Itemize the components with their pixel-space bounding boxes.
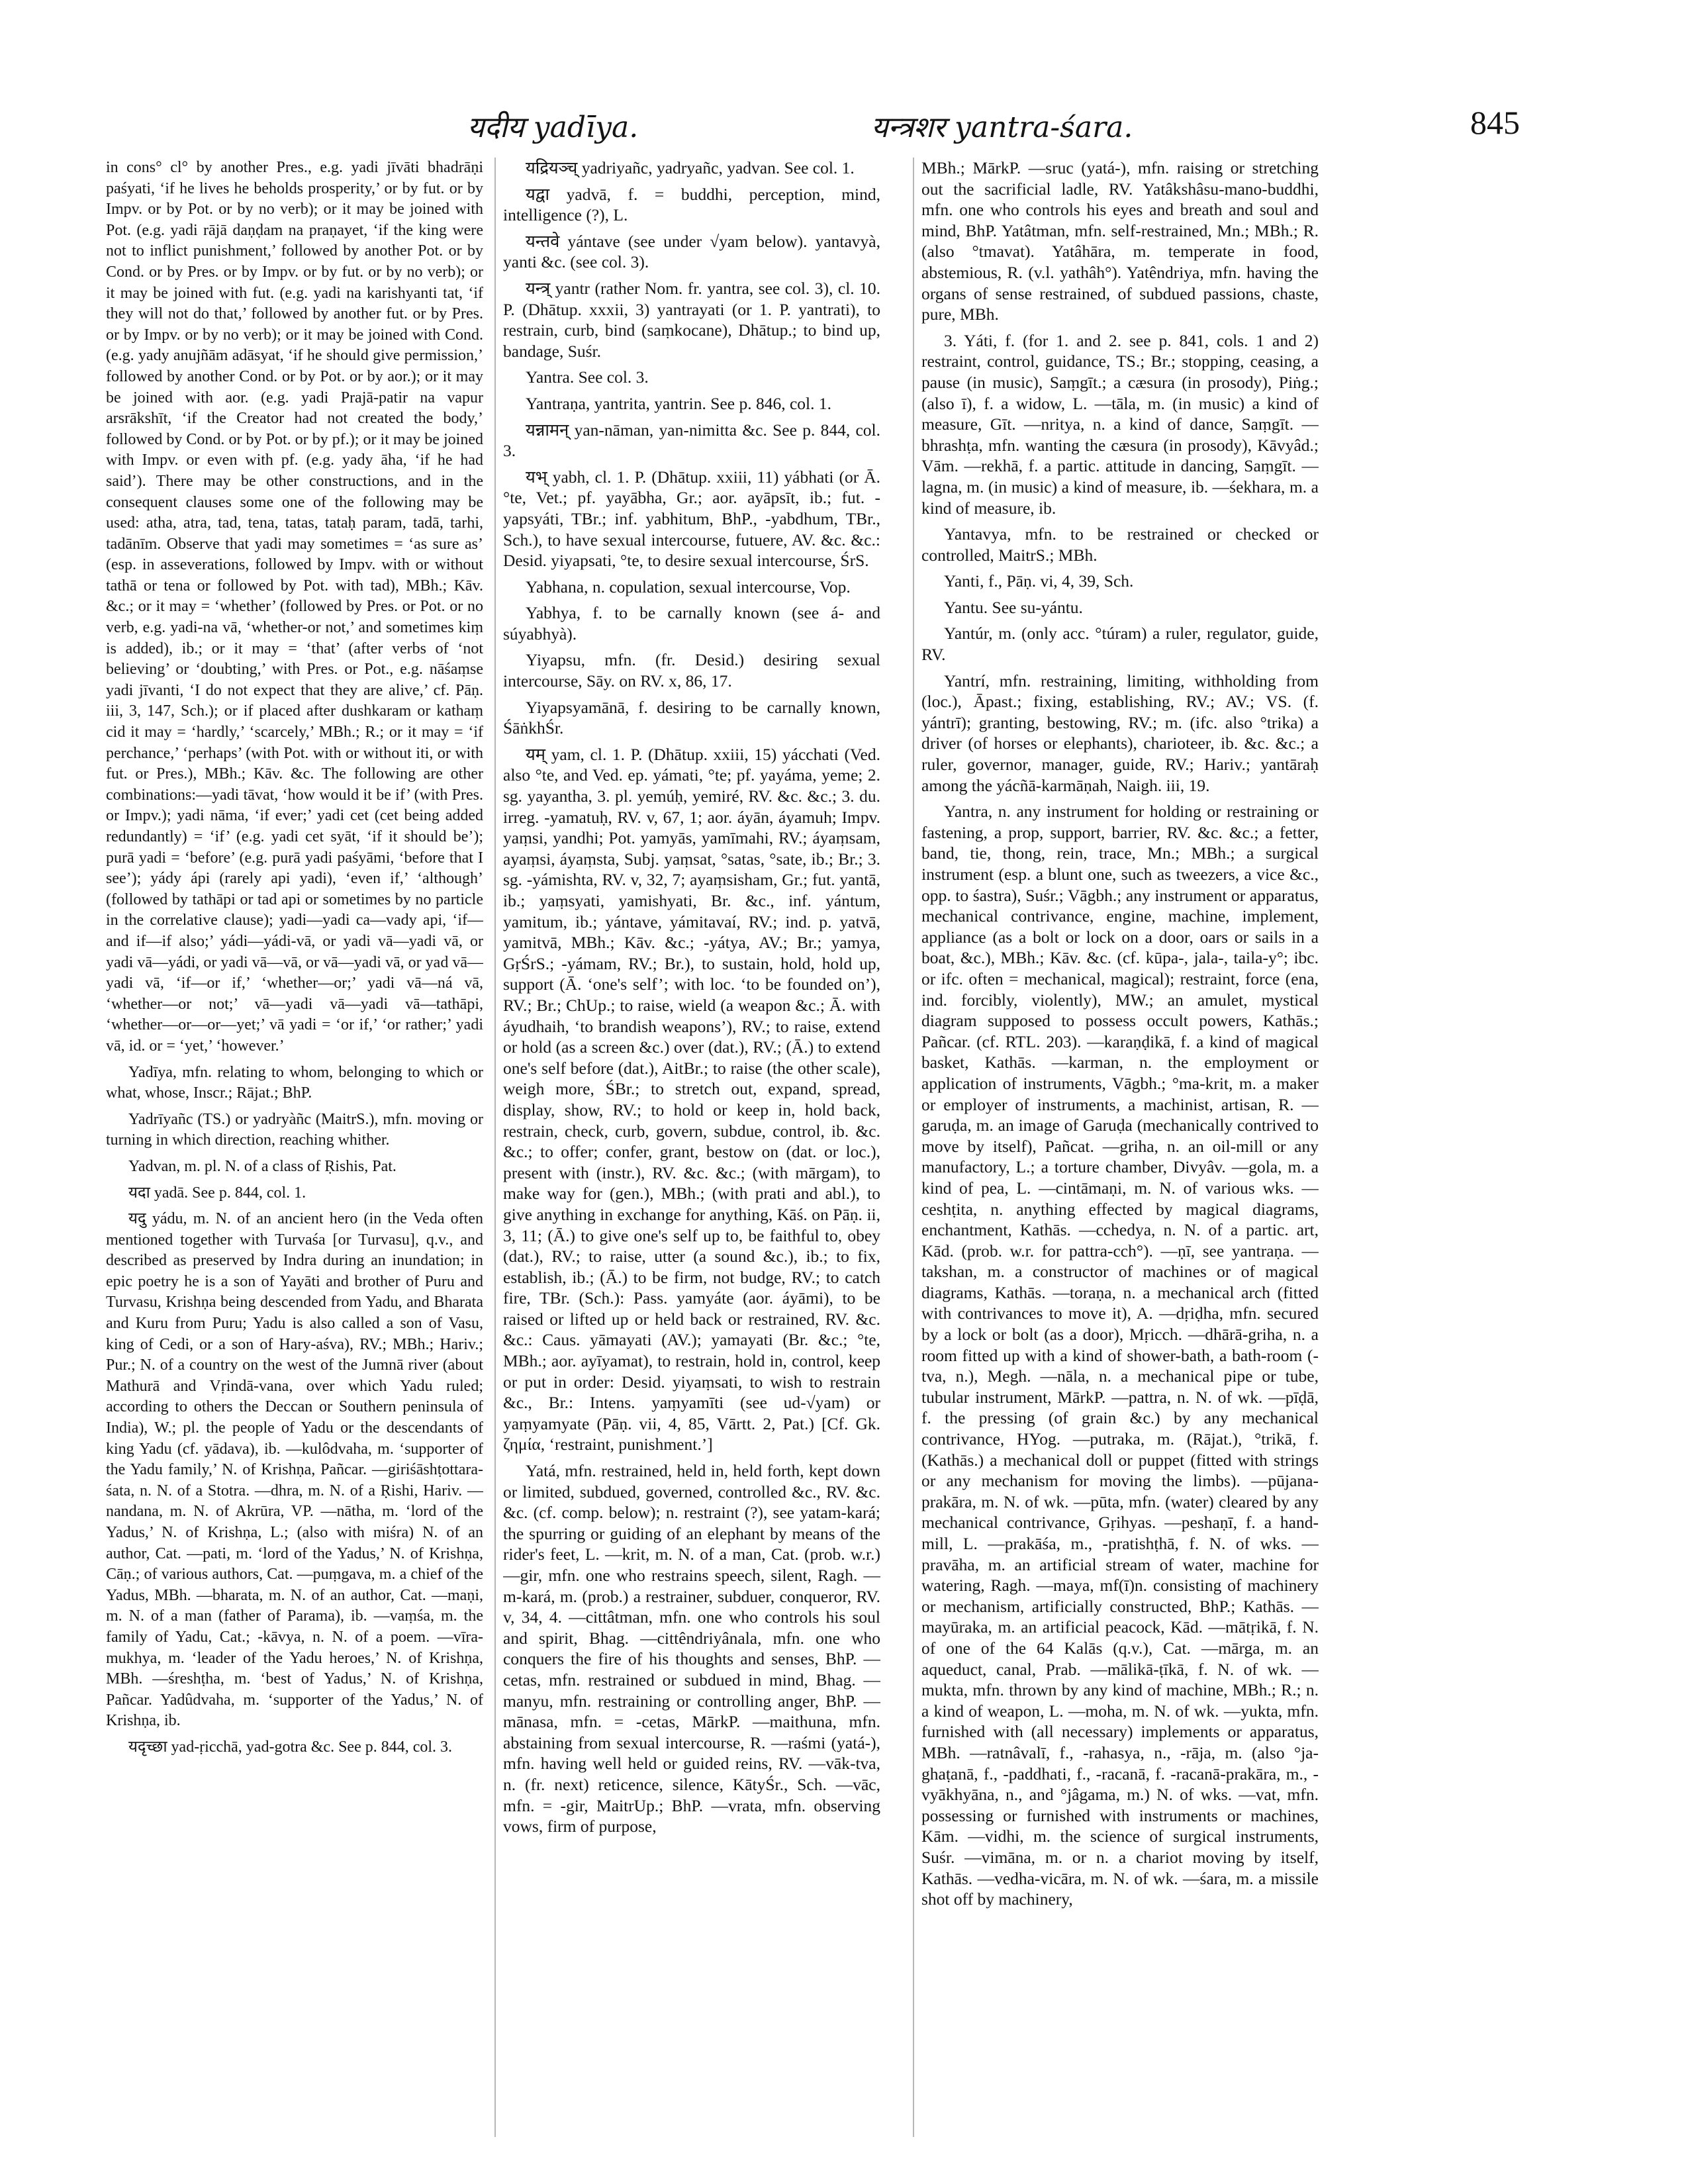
entry-text: Yadīya, mfn. relating to whom, belonging to which or what, whose, Inscr.; Rājat.; BhP. [106,1063,483,1102]
entry-text: Yantra. See col. 3. [526,367,649,387]
entry-text: यभ् yabh, cl. 1. P. (Dhātup. xxiii, 11) yábhati (or Ā. °te, Vet.; pf. yayābha, Gr.; aor. ayāpsīt, ib.; fut. -yapsyáti, TBr.; inf. yabhitum, BhP., -yabdhum, TBr., Sch.), to have sexual intercourse, futuere, AV. &c. &c.: Desid. yiyapsati, °te, to desire sexual intercourse, ŚrS. [503,467,880,571]
entry-text: यन्तवे yántave (see under √yam below). yantavyà, yanti &c. (see col. 3). [503,231,880,272]
entry-text: Yantrí, mfn. restraining, limiting, withholding from (loc.), Āpast.; fixing, establishing, RV.; AV.; VS. (f. yántrī); granting, bestowing, RV.; m. (ifc. also °trika) a driver (of horses or elephants), charioteer, ib. &c. &c.; a ruler, governor, manager, guide, RV.; Hariv.; yantāraḥ among the yácñā-karmāṇah, Naigh. iii, 19. [921,671,1319,795]
entry-text: यदा yadā. See p. 844, col. 1. [128,1184,306,1202]
entry-text: 3. Yáti, f. (for 1. and 2. see p. 841, cols. 1 and 2) restraint, control, guidance, TS.; Br.; stopping, ceasing, a pause (in music), Saṃgīt.; a cæsura (in prosody), Piṅg.; (also ī), f. a widow, L. —tāla, m. (in music) a kind of measure, Gīt. —nritya, n. a kind of dance, Saṃgīt. —bhrashṭa, mfn. wanting the cæsura (in prosody), Kāvyâd.; Vām. —rekhā, f. a partic. attitude in dancing, Saṃgīt. —lagna, m. (in music) a kind of measure, ib. —śekhara, m. a kind of measure, ib. [921,330,1319,518]
page-number: 845 [1470,104,1520,141]
entry-text: यदृच्छा yad-ṛicchā, yad-gotra &c. See p. 844, col. 3. [128,1738,453,1756]
entry-text: Yabhana, n. copulation, sexual intercourse, Vop. [526,577,851,596]
entry-text: Yatá, mfn. restrained, held in, held forth, kept down or limited, subdued, governed, controlled &c., RV. &c. &c. (cf. comp. below); n. restraint (?), see yatam-kará; the spurring or guiding of an elephant by means of the rider's feet, L. —krit, m. N. of a man, Cat. (prob. w.r.) —gir, mfn. one who restrains speech, silent, Ragh. —m-kará, m. (prob.) a restrainer, subduer, conqueror, RV. v, 34, 4. —cittâtman, mfn. one who controls his soul and spirit, Bhag. —cittêndriyânala, mfn. one who conquers the fire of his thoughts and senses, BhP. —cetas, mfn. restrained or subdued in mind, Bhag. —manyu, mfn. restraining or controlling anger, BhP. —mānasa, mfn. = -cetas, MārkP. —maithuna, mfn. abstaining from sexual intercourse, R. —raśmi (yatá-), mfn. having well held or guided reins, RV. —vāk-tva, n. (fr. next) reticence, silence, KātyŚr., Sch. —vāc, mfn. = -gir, MaitrUp.; BhP. —vrata, mfn. observing vows, firm of purpose, [503,1461,880,1836]
entry-text: Yanti, f., Pāṇ. vi, 4, 39, Sch. [944,571,1134,591]
entry-text: Yantavya, mfn. to be restrained or checked or controlled, MaitrS.; MBh. [921,524,1319,565]
column-3 [921,158,1319,2144]
entry-text: Yadrīyañc (TS.) or yadryàñc (MaitrS.), mfn. moving or turning in which direction, reaching whither. [106,1110,483,1149]
header-left-guideword: यदीय yadīya. [467,111,639,144]
column-divider [913,158,914,2137]
entry-text: Yantu. See su-yántu. [944,597,1083,617]
entry-text: Yantra, n. any instrument for holding or restraining or fastening, a prop, support, barrier, RV. &c. &c.; a fetter, band, tie, thong, rein, trace, Mn.; MBh.; a surgical instrument (esp. a blunt one, such as tweezers, a vice &c., opp. to śastra), Suśr.; Vāgbh.; any instrument or apparatus, mechanical contrivance, engine, machine, implement, appliance (as a bolt or lock on a door, oars or sails in a boat, &c.), MBh.; Kāv. &c. (cf. kūpa-, jala-, taila-y°; ibc. or ifc. often = mechanical, magical); restraint, force (ena, ind. forcibly, violently), MW.; an amulet, mystical diagram supposed to possess occult powers, Kathās.; Pañcar. (cf. RTL. 203). —karaṇḍikā, f. a kind of magical basket, Kathās. —karman, n. the employment or application of instruments, Vāgbh.; °ma-krit, m. a maker or employer of instruments, a machinist, artisan, R. —garuḍa, m. an image of Garuḍa (mechanically contrived to move by itself), Pañcat. —griha, n. an oil-mill or any manufactory, L.; a torture chamber, Divyâv. —gola, m. a kind of pea, L. —cintāmaṇi, m. N. of various wks. —ceshṭita, n. anything effected by magical diagrams, enchantment, Kathās. —cchedya, n. N. of a partic. art, Kād. (prob. w.r. for pattra-cch°). —ṇī, see yantraṇa. —takshan, m. a constructor of machines or of magical diagrams, Kathās. —toraṇa, n. a mechanical arch (fitted with contrivances to move it), A. —dṛiḍha, mfn. secured by a lock or bolt (as a door), Mṛicch. —dhārā-griha, n. a room fitted up with a kind of shower-bath, a bath-room (-tva, n.), Megh. —nāla, n. a mechanical pipe or tube, tubular instrument, MārkP. —pattra, n. N. of wk. —pīḍā, f. the pressing (of grain &c.) by any mechanical contrivance, HYog. —putraka, m. (Rājat.), °trikā, f. (Kathās.) a mechanical doll or puppet (fitted with strings or any mechanism for moving the limbs). —pūjana-prakāra, m. N. of wk. —pūta, mfn. (water) cleared by any mechanical contrivance, Gṛihyas. —peshaṇī, f. a hand-mill, L. —prakāśa, m., -pratishṭhā, f. N. of wks. —pravāha, m. an artificial stream of water, machine for watering, Ragh. —maya, mf(ī)n. consisting of machinery or mechanism, artificially constructed, BhP.; Kathās. —mayūraka, m. an artificial peacock, Kād. —mātṛikā, f. N. of one of the 64 Kalās (q.v.), Cat. —mārga, m. an aqueduct, canal, Prab. —mālikā-ṭīkā, f. N. of wk. —mukta, mfn. thrown by any kind of machine, MBh.; R.; n. a kind of weapon, L. —moha, m. N. of wk. —yukta, mfn. furnished with (all necessary) implements or apparatus, MBh. —ratnâvalī, f., -rahasya, n., -rāja, m. (also °ja-ghaṭanā, f., -paddhati, f., -racanā, f. -racanā-prakāra, m., -vyākhyāna, n., and °jâgama, m.) N. of wks. —vat, mfn. possessing or furnished with instruments or machines, Kām. —vidhi, m. the science of surgical instruments, Suśr. —vimāna, m. or n. a chariot moving by itself, Kathās. —vedha-vicāra, m. N. of wk. —śara, m. a missile shot off by machinery, [921,802,1319,1909]
page-header [156,93,1520,146]
column-divider [494,158,496,2137]
entry-text: MBh.; MārkP. —sruc (yatá-), mfn. raising or stretching out the sacrificial ladle, RV. Yatâkshâsu-mano-buddhi, mfn. one who controls his eyes and breath and soul and mind, BhP. Yatâtman, mfn. self-restrained, Mn.; MBh.; R. (also °tmavat). Yatâhāra, m. temperate in food, abstemious, R. (v.l. yathâh°). Yatêndriya, mfn. having the organs of sense restrained, of subdued passions, chaste, pure, MBh. [921,158,1319,324]
entry-text: Yantraṇa, yantrita, yantrin. See p. 846, col. 1. [526,393,831,413]
entry-text: यदु yádu, m. N. of an ancient hero (in the Veda often mentioned together with Turvaśa [or Turvasu], q.v., and described as preserved by Indra during an inundation; in epic poetry he is a son of Yayāti and brother of Puru and Turvasu, Krishṇa being descended from Yadu, and Bharata and Kuru from Puru; Yadu is also called a son of Vasu, king of Cedi, or a son of Hary-aśva), RV.; MBh.; Hariv.; Pur.; N. of a country on the west of the Jumnā river (about Mathurā and Vṛindā-vana, over which Yadu ruled; according to others the Deccan or Southern peninsula of India), W.; pl. the people of Yadu or the descendants of king Yadu (cf. yādava), ib. —kulôdvaha, m. ‘supporter of the Yadu family,’ N. of Krishṇa, Pañcar. —giriśāshṭottara-śata, n. N. of a Stotra. —dhra, m. N. of a Ṛishi, Hariv. —nandana, m. N. of Akrūra, VP. —nātha, m. ‘lord of the Yadus,’ N. of Krishṇa, L.; (also with miśra) N. of an author, Cat. —pati, m. ‘lord of the Yadus,’ N. of Krishṇa, Cāṇ.; of various authors, Cat. —puṃgava, m. a chief of the Yadus, MBh. —bharata, m. N. of an author, Cat. —maṇi, m. N. of a man (father of Parama), ib. —vaṃśa, m. the family of Yadu, Cat.; -kāvya, n. N. of a poem. —vīra-mukhya, m. ‘leader of the Yadu heroes,’ N. of Krishṇa, MBh. —śreshṭha, m. ‘best of Yadus,’ N. of Krishṇa, Pañcar. Yadûdvaha, m. ‘supporter of the Yadus,’ N. of Krishṇa, ib. [106,1210,483,1730]
entry-text: यम् yam, cl. 1. P. (Dhātup. xxiii, 15) yácchati (Ved. also °te, and Ved. ep. yámati, °te; pf. yayáma, yeme; 2. sg. yayantha, 3. pl. yemúḥ, yemiré, RV. &c. &c.; 3. du. irreg. -yamatuḥ, RV. v, 67, 1; aor. áyān, áyamuh; Impv. yaṃsi, yandhi; Pot. yamyās, yamīmahi, RV.; áyaṃsam, ayaṃsi, áyaṃsta, Subj. yaṃsat, °satas, °sate, ib.; Br.; 3. sg. -yámishta, RV. v, 32, 7; ayaṃsisham, Gr.; fut. yantā, ib.; yaṃsyati, yamishyati, Br. &c., inf. yántum, yamitum, ib.; yántave, yámitavaí, RV.; ind. p. yatvā, yamitvā, MBh.; Kāv. &c.; -yátya, AV.; Br.; yamya, GṛŚrS.; -yámam, RV.; Br.), to sustain, hold, hold up, support (Ā. ‘one's self’; with loc. ‘to be founded on’), RV.; Br.; ChUp.; to raise, wield (a weapon &c.; Ā. with áyudhaih, ‘to brandish weapons’), RV.; to raise, extend or hold (as a screen &c.) over (dat.), RV.; (Ā.) to extend one's self before (dat.), AitBr.; to raise (the other scale), weigh more, ŚBr.; to stretch out, expand, spread, display, show, RV.; to hold or keep in, hold back, restrain, check, curb, govern, subdue, control, ib. &c. &c.; to offer; confer, grant, bestow on (dat. or loc.), present with (instr.), RV. &c. &c.; (with mārgam), to make way for (gen.), MBh.; (with prati and abl.), to give anything in exchange for anything, Kāś. on Pāṇ. ii, 3, 11; (Ā.) to give one's self up to, be faithful to, obey (dat.), RV.; to raise, utter (a sound &c.), ib.; to fix, establish, ib.; (Ā.) to be firm, not budge, RV.; to catch fire, TBr. (Sch.): Pass. yamyáte (aor. áyāmi), to be raised or lifted up or held back or restrained, RV. &c. &c.: Caus. yāmayati (AV.); yamayati (Br. &c.; °te, MBh.; aor. ayīyamat), to restrain, hold in, control, keep or put in order: Desid. yiyaṃsati, to wish to restrain &c., Br.: Intens. yaṃyamīti (see ud-√yam) or yaṃyamyate (Pāṇ. vii, 4, 85, Vārtt. 2, Pat.) [Cf. Gk. ζημία, ‘restraint, punishment.’] [503,744,880,1454]
entry-text: Yabhya, f. to be carnally known (see á- and súyabhyà). [503,603,880,643]
entry-text: यद्वा yadvā, f. = buddhi, perception, mind, intelligence (?), L. [503,184,880,225]
header-right-guideword: यन्त्रशर yantra-śara. [871,111,1133,144]
entry-text: Yantúr, m. (only acc. °túram) a ruler, regulator, guide, RV. [921,624,1319,665]
entry-text: यद्रियञ्च् yadriyañc, yadryañc, yadvan. See col. 1. [526,158,855,177]
column-2 [503,158,880,2144]
entry-text: यन्नामन् yan-nāman, yan-nimitta &c. See p. 844, col. 3. [503,420,880,461]
entry-text: Yadvan, m. pl. N. of a class of Ṛishis, Pat. [128,1157,397,1175]
entry-text: यन्त्र् yantr (rather Nom. fr. yantra, see col. 3), cl. 10. P. (Dhātup. xxxii, 3) yantrayati (or 1. P. yantrati), to restrain, curb, bind (saṃkocane), Dhātup.; to bind up, bandage, Suśr. [503,278,880,361]
entry-text: in cons° cl° by another Pres., e.g. yadi jīvāti bhadrāṇi paśyati, ‘if he lives he beholds prosperity,’ or by fut. or by Impv. or by Pot. or by no verb); or it may be joined with Pot. (e.g. yadi rājā daṇḍam na praṇayet, ‘if the king were not to inflict punishment,’ followed by another Pot. or by Cond. or by Pres. or by Impv. or by fut. or by no verb); or it may be joined with fut. (e.g. yadi na karishyanti tat, ‘if they will not do that,’ followed by another fut. or by Pres. or by Impv. or by no verb); or it may be joined with Cond. (e.g. yady anujñām adāsyat, ‘if he should give permission,’ followed by another Cond. or by Pot. or by aor.); or it may be joined with aor. (e.g. yadi Prajā-patir na vapur arsrākshīt, ‘if the Creator had not created the body,’ followed by Cond. or by Pot. or by pf.); or it may be joined with Impv. or even with pf. (e.g. yady āha, ‘if he had said’). There may be other constructions, and in the consequent clauses some one of the following may be used: atha, atra, tad, tena, tatas, tataḥ param, tadā, tarhi, tadānīm. Observe that yadi may sometimes = ‘as sure as’ (esp. in asseverations, followed by Impv. with or without tathā or tena or followed by Pot. with tad), MBh.; Kāv. &c.; or it may = ‘whether’ (followed by Pres. or Pot. or no verb, e.g. yadi-na vā, ‘whether-or not,’ and sometimes kiṃ is added), ib.; or it may = ‘that’ (after verbs of ‘not believing’ or ‘doubting,’ with Pres. or Pot., e.g. nāśaṃse yadi jīvanti, ‘I do not expect that they are alive,’ cf. Pāṇ. iii, 3, 147, Sch.); or if placed after dushkaram or kathaṃ cid it may = ‘hardly,’ ‘scarcely,’ MBh.; R.; or it may = ‘if perchance,’ ‘perhaps’ (with Pot. with or without iti, or with fut. or Pres.), MBh.; Kāv. &c. The following are other combinations:—yadi tāvat, ‘how would it be if’ (with Pres. or Impv.); yadi nāma, ‘if ever;’ yadi cet (cet being added redundantly) = ‘if’ (e.g. yadi cet syāt, ‘if it should be’); purā yadi = ‘before’ (e.g. purā yadi paśyāmi, ‘before that I see’); yády ápi (rarely api yadi), ‘even if,’ ‘although’ (followed by tathāpi or tad api or sometimes by no particle in the correlative clause); yadi—yadi ca—vady api, ‘if—and if—if also;’ yádi—yádi-vā, or yadi vā—yadi vā, or yadi vā—yádi, or yadi vā—vā, or vā—yadi vā, or yad vā—yadi vā, ‘if—or if,’ ‘whether—or;’ yadi vā—ná vā, ‘whether—or not;’ vā—yadi vā—yadi vā—tathāpi, ‘whether—or—or—yet;’ vā yadi = ‘or if,’ ‘or rather;’ yadi vā, id. or = ‘yet,’ ‘however.’ [106,159,483,1055]
entry-text: Yiyapsu, mfn. (fr. Desid.) desiring sexual intercourse, Sāy. on RV. x, 86, 17. [503,650,880,691]
entry-text: Yiyapsyamānā, f. desiring to be carnally known, ŚāṅkhŚr. [503,697,880,738]
column-1 [106,158,483,2144]
